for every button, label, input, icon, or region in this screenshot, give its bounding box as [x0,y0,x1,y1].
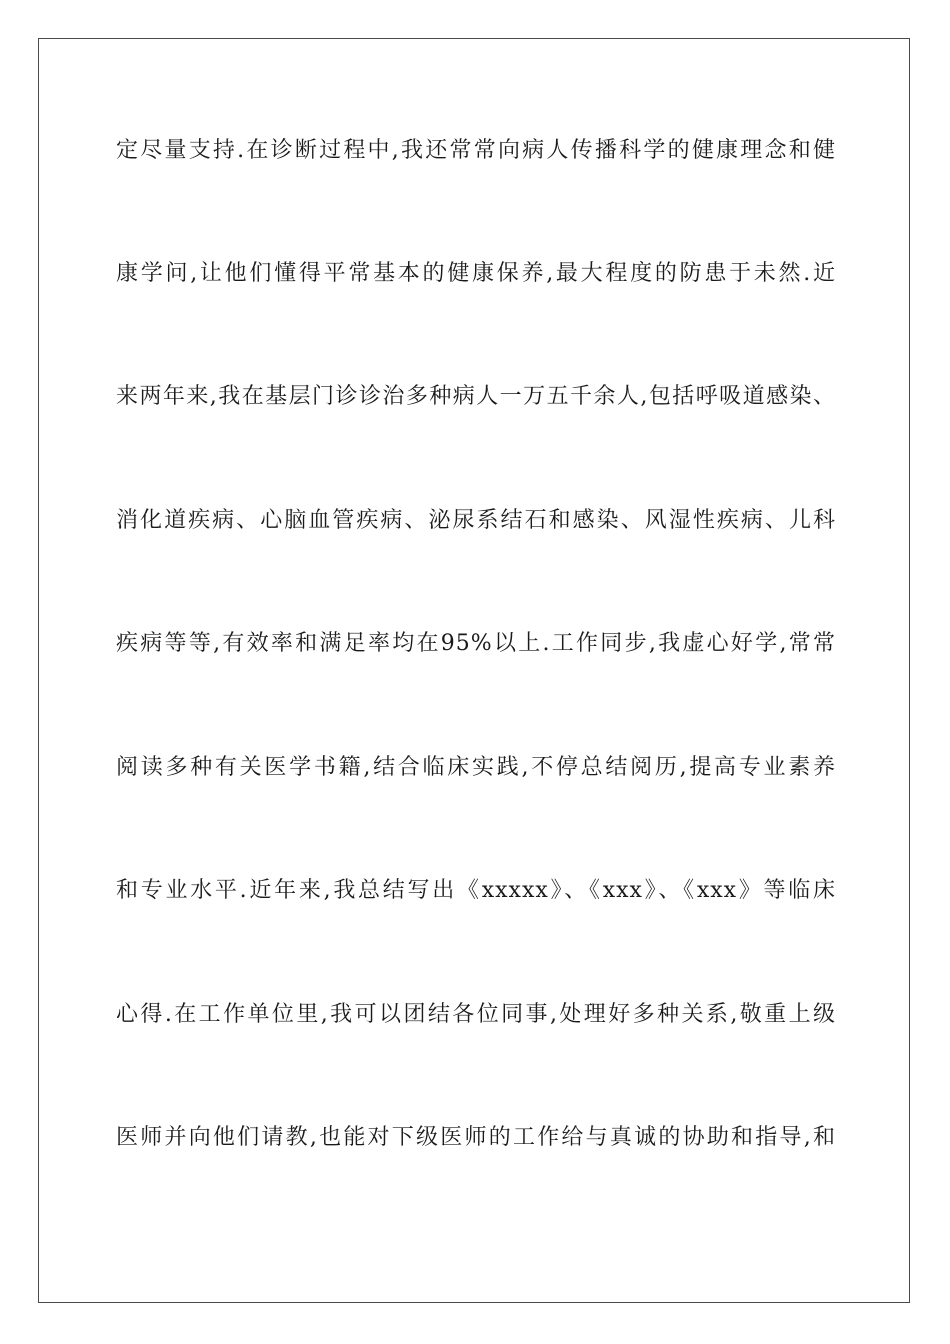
text-line: 定尽量支持.在诊断过程中,我还常常向病人传播科学的健康理念和健 [116,138,836,163]
text-line: 消化道疾病、心脑血管疾病、泌尿系结石和感染、风湿性疾病、儿科 [116,508,836,533]
text-line: 和专业水平.近年来,我总结写出《xxxxx》、《xxx》、《xxx》等临床 [116,878,836,903]
text-line: 疾病等等,有效率和满足率均在95%以上.工作同步,我虚心好学,常常 [116,631,836,656]
text-line: 心得.在工作单位里,我可以团结各位同事,处理好多种关系,敬重上级 [116,1002,836,1027]
text-line: 康学问,让他们懂得平常基本的健康保养,最大程度的防患于未然.近 [116,261,836,286]
page-border [38,38,910,1303]
text-line: 医师并向他们请教,也能对下级医师的工作给与真诚的协助和指导,和 [116,1125,836,1150]
text-line: 来两年来,我在基层门诊诊治多种病人一万五千余人,包括呼吸道感染、 [116,384,836,409]
text-line: 阅读多种有关医学书籍,结合临床实践,不停总结阅历,提高专业素养 [116,755,836,780]
